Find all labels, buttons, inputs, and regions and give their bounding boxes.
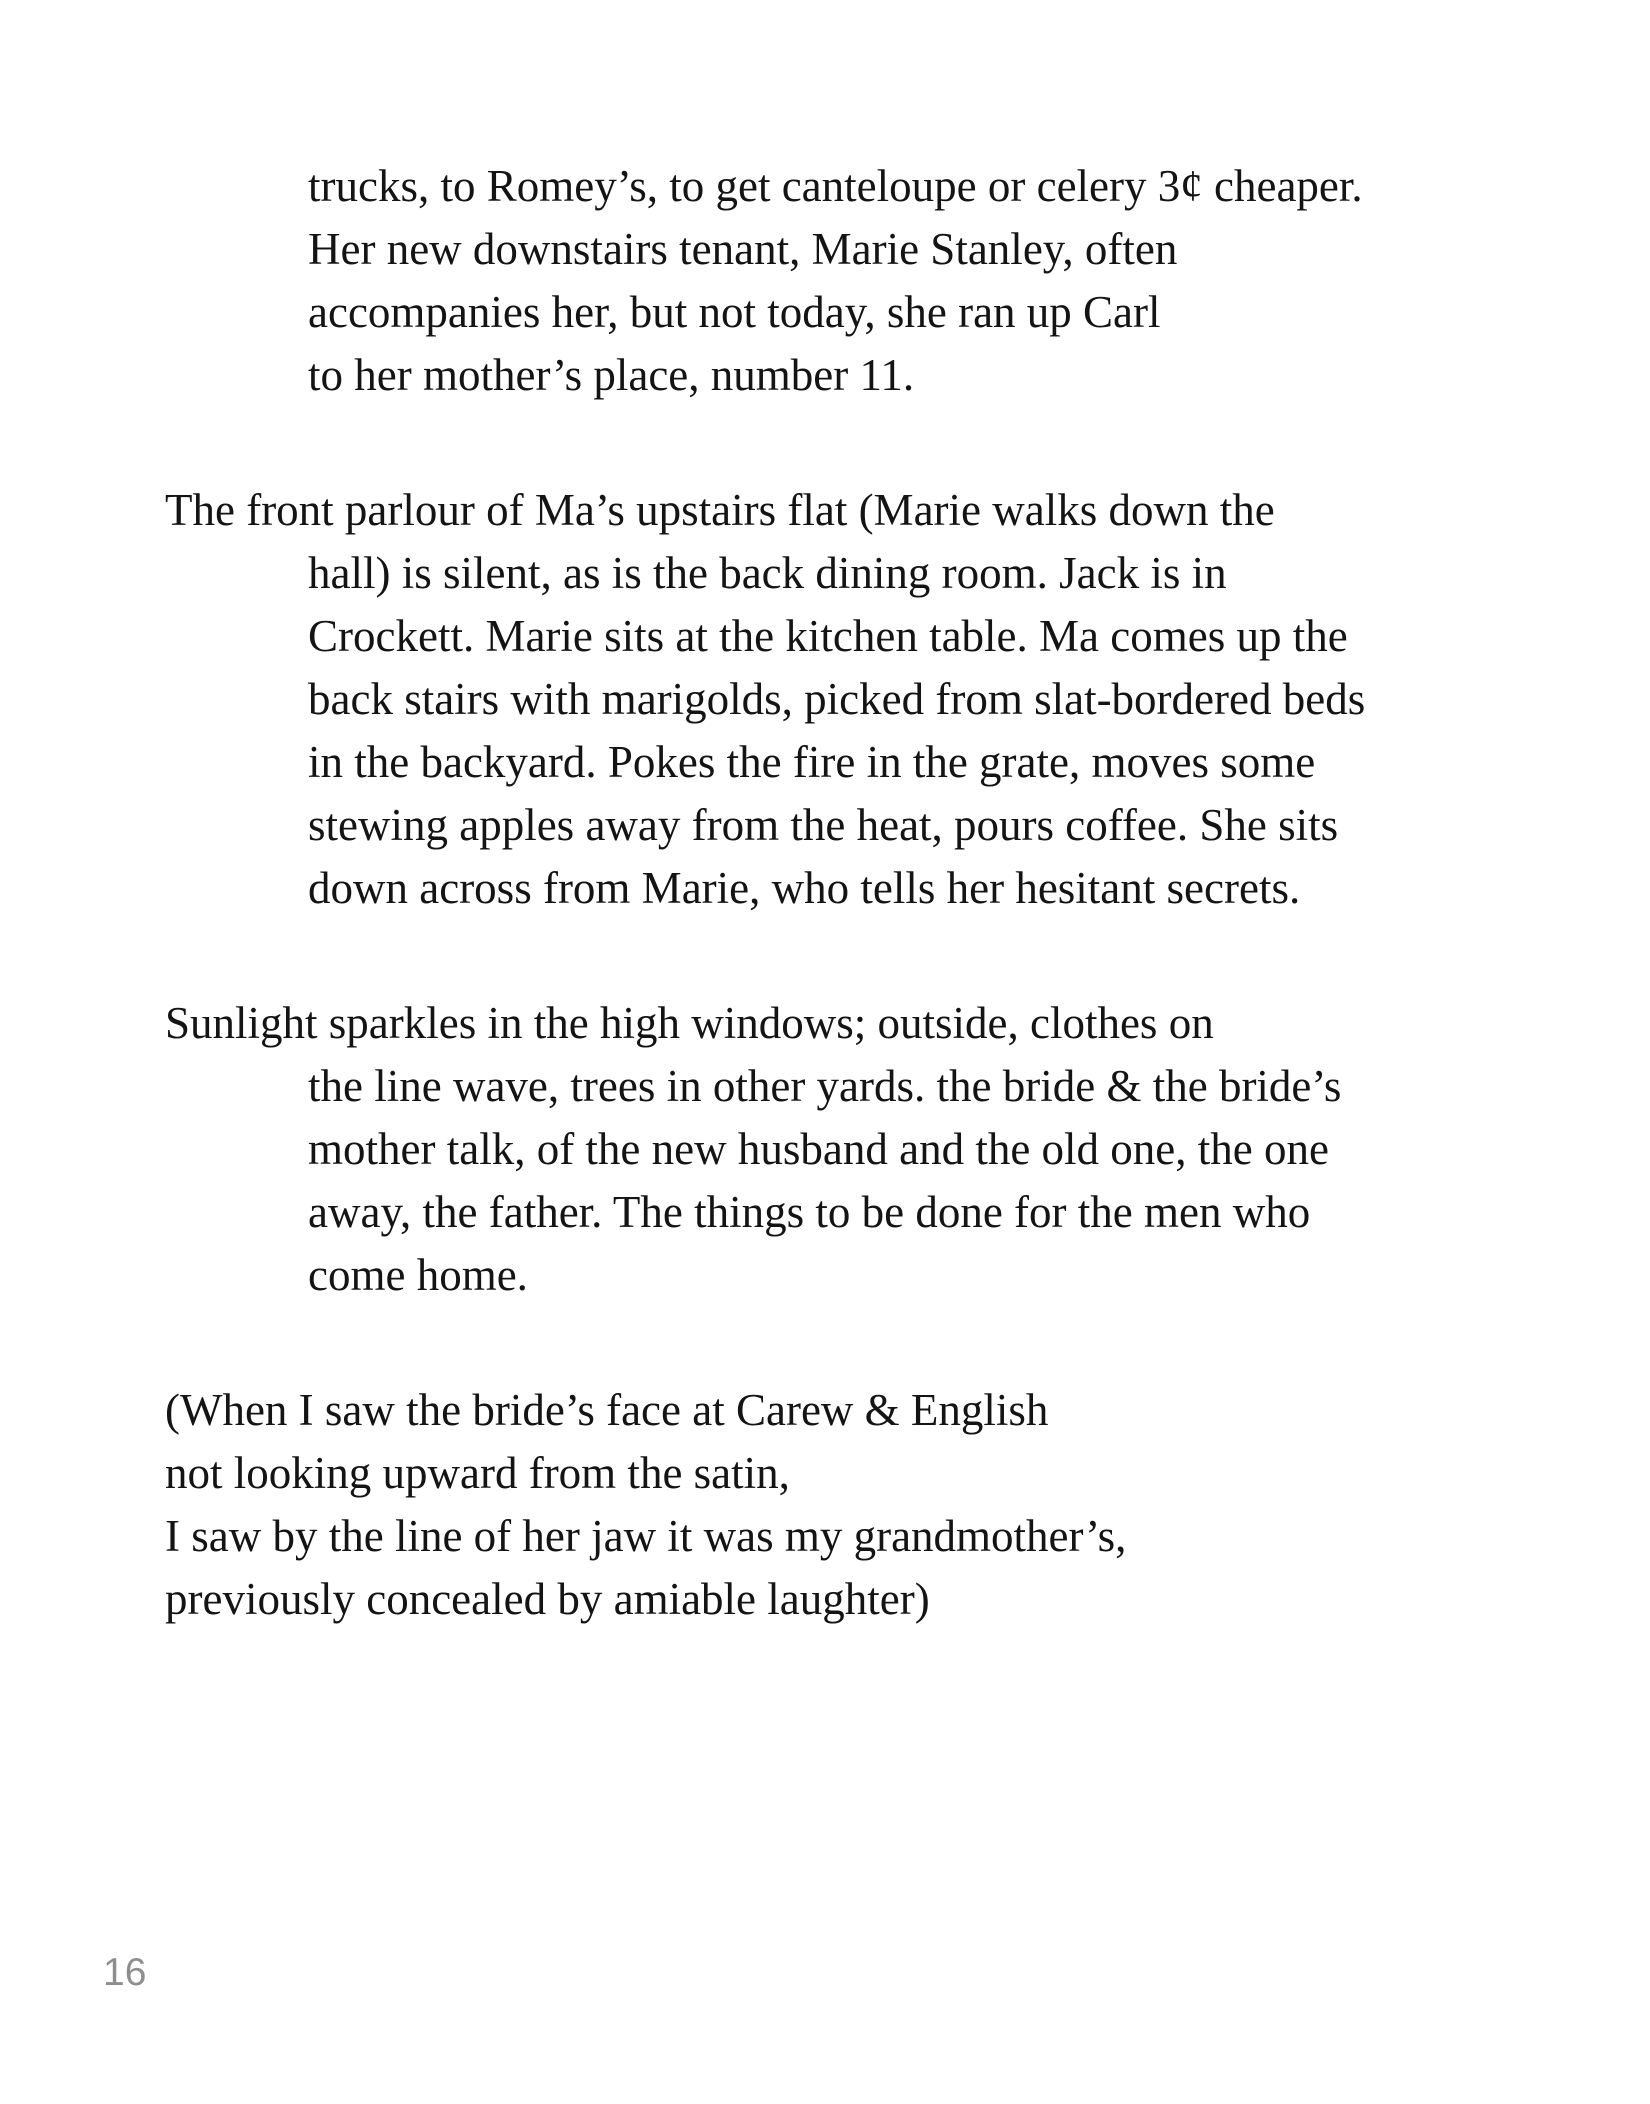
stanza — [165, 992, 1565, 1307]
poem-line: The front parlour of Ma’s upstairs flat (Marie walks down the — [165, 485, 1275, 535]
poem-line: away, the father. The things to be done for the men who — [308, 1187, 1311, 1237]
poem-line: Crockett. Marie sits at the kitchen table. Ma comes up the — [308, 611, 1348, 661]
poem-line: stewing apples away from the heat, pours coffee. She sits — [308, 800, 1339, 850]
poem-line: Sunlight sparkles in the high windows; outside, clothes on — [165, 998, 1214, 1048]
poem-line: Her new downstairs tenant, Marie Stanley, often — [308, 224, 1178, 274]
poem-line: (When I saw the bride’s face at Carew & English — [165, 1385, 1049, 1435]
poem-line: not looking upward from the satin, — [165, 1448, 790, 1498]
poem — [165, 155, 1565, 1703]
poem-line: accompanies her, but not today, she ran up Carl — [308, 287, 1161, 337]
poem-line: previously concealed by amiable laughter) — [165, 1574, 930, 1624]
poem-line: trucks, to Romey’s, to get canteloupe or celery 3¢ cheaper. — [308, 161, 1363, 211]
stanza — [165, 1379, 1565, 1631]
poem-line: hall) is silent, as is the back dining room. Jack is in — [308, 548, 1227, 598]
stanza — [165, 479, 1565, 920]
page-number: 16 — [103, 1951, 147, 1994]
poem-line: to her mother’s place, number 11. — [308, 350, 915, 400]
stanza — [165, 155, 1565, 407]
poem-line: the line wave, trees in other yards. the bride & the bride’s — [308, 1061, 1342, 1111]
poem-line: I saw by the line of her jaw it was my grandmother’s, — [165, 1511, 1127, 1561]
poem-line: mother talk, of the new husband and the old one, the one — [308, 1124, 1329, 1174]
poem-line: back stairs with marigolds, picked from slat-bordered beds — [308, 674, 1366, 724]
poem-line: in the backyard. Pokes the fire in the grate, moves some — [308, 737, 1316, 787]
poem-line: come home. — [308, 1250, 528, 1300]
poem-line: down across from Marie, who tells her hesitant secrets. — [308, 863, 1301, 913]
